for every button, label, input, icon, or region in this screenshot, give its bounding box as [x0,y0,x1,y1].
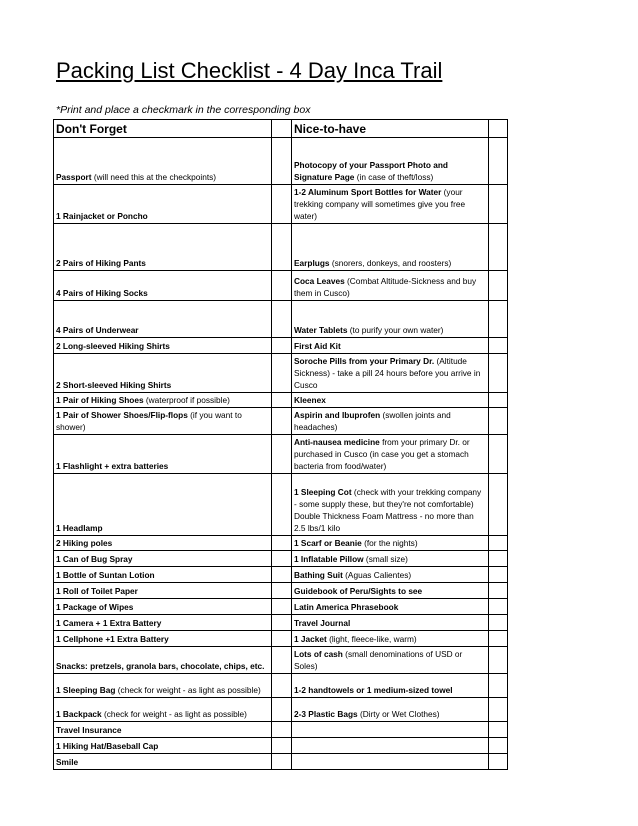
item-note: (check for weight - as light as possible) [101,709,247,719]
item-note: (waterproof if possible) [143,395,230,405]
dont-forget-item [54,474,272,536]
checkbox-cell[interactable] [272,722,292,738]
checklist-table [53,119,508,770]
nice-to-have-item [292,338,489,354]
checkbox-cell[interactable] [272,647,292,674]
checkbox-cell[interactable] [489,138,508,185]
nice-to-have-item [292,674,489,698]
checkbox-cell[interactable] [272,185,292,224]
nice-to-have-item [292,583,489,599]
item-note: (if you want to shower) [56,410,242,432]
table-row [54,536,508,551]
item-name: 1 Sleeping Bag [56,685,116,695]
dont-forget-item [54,354,272,393]
checkbox-cell[interactable] [489,754,508,770]
checkbox-cell[interactable] [272,338,292,354]
checkbox-cell[interactable] [489,722,508,738]
item-name: 1 Inflatable Pillow [294,554,364,564]
item-name: 1 Can of Bug Spray [56,554,133,564]
item-note: (check with your trekking company - some supply these, but they're not comfortable) Double Thickness Foam Mattress - no more than 2.5 lbs/1 kilo [294,487,482,533]
item-note: (small denominations of USD or Soles) [294,649,463,671]
item-name: 2 Hiking poles [56,538,113,548]
checkbox-cell[interactable] [489,551,508,567]
nice-to-have-item [292,698,489,722]
checkbox-cell[interactable] [272,224,292,271]
dont-forget-item [54,647,272,674]
checkbox-cell[interactable] [489,599,508,615]
table-row [54,567,508,583]
checkbox-cell[interactable] [489,698,508,722]
table-row [54,271,508,301]
checkbox-cell[interactable] [489,674,508,698]
nice-to-have-item [292,354,489,393]
item-name: Travel Insurance [56,725,122,735]
table-row [54,647,508,674]
table-row [54,738,508,754]
item-name: 2 Long-sleeved Hiking Shirts [56,341,170,351]
nice-to-have-item [292,615,489,631]
item-name: Lots of cash [294,649,343,659]
item-name: Latin America Phrasebook [294,602,399,612]
item-name: 1 Cellphone +1 Extra Battery [56,634,169,644]
dont-forget-item [54,674,272,698]
nice-to-have-item [292,408,489,435]
checkbox-cell[interactable] [272,583,292,599]
nice-to-have-item [292,301,489,338]
dont-forget-item [54,138,272,185]
item-name: Coca Leaves [294,276,345,286]
table-row [54,698,508,722]
item-note: (light, fleece-like, warm) [326,634,417,644]
dont-forget-item [54,698,272,722]
dont-forget-item [54,754,272,770]
dont-forget-item [54,408,272,435]
item-name: Photocopy of your Passport Photo and Signature Page [294,160,448,182]
item-name: Travel Journal [294,618,351,628]
nice-to-have-item [292,754,489,770]
checkbox-cell[interactable] [272,738,292,754]
item-note: (to purify your own water) [347,325,444,335]
checkbox-cell[interactable] [489,631,508,647]
dont-forget-item [54,615,272,631]
table-row [54,138,508,185]
item-name: 4 Pairs of Hiking Socks [56,288,148,298]
nice-to-have-item [292,536,489,551]
dont-forget-item [54,722,272,738]
item-name: 1 Package of Wipes [56,602,134,612]
item-note: (Aguas Calientes) [342,570,412,580]
nice-to-have-item [292,738,489,754]
table-row [54,393,508,408]
table-row [54,615,508,631]
table-row [54,754,508,770]
item-name: Passport [56,172,92,182]
checkbox-cell[interactable] [272,393,292,408]
item-note: (small size) [363,554,408,564]
checkbox-cell[interactable] [272,271,292,301]
checkbox-cell[interactable] [489,474,508,536]
dont-forget-item [54,338,272,354]
item-name: 1 Pair of Shower Shoes/Flip-flops [56,410,188,420]
checkbox-cell[interactable] [489,536,508,551]
item-name: 1 Headlamp [56,523,103,533]
item-note: (swollen joints and headaches) [294,410,451,432]
checkbox-cell[interactable] [272,631,292,647]
table-row [54,185,508,224]
header-row [54,120,508,138]
checkbox-cell[interactable] [272,354,292,393]
checkbox-cell[interactable] [272,301,292,338]
checkbox-cell[interactable] [272,674,292,698]
item-name: Aspirin and Ibuprofen [294,410,381,420]
checkbox-cell[interactable] [489,354,508,393]
checkbox-cell[interactable] [272,474,292,536]
checkbox-cell[interactable] [272,698,292,722]
table-row [54,435,508,474]
checkbox-cell[interactable] [489,408,508,435]
item-name: Water Tablets [294,325,348,335]
checkbox-cell[interactable] [272,754,292,770]
table-row [54,408,508,435]
item-note: (for the nights) [361,538,418,548]
item-name: 1 Backpack [56,709,102,719]
item-note: from your primary Dr. or purchased in Cusco (in case you get a stomach bacteria from food/water) [294,437,470,471]
table-row [54,722,508,738]
nice-to-have-item [292,567,489,583]
dont-forget-item [54,271,272,301]
table-row [54,551,508,567]
item-name: 2-3 Plastic Bags [294,709,358,719]
item-name: 2 Pairs of Hiking Pants [56,258,146,268]
checkbox-cell[interactable] [489,120,508,138]
nice-to-have-item [292,271,489,301]
item-note: (in case of theft/loss) [354,172,434,182]
checkbox-cell[interactable] [272,138,292,185]
item-name: 1-2 handtowels or 1 medium-sized towel [294,685,453,695]
nice-to-have-item [292,647,489,674]
item-name: Smile [56,757,79,767]
item-note: (Altitude Sickness) - take a pill 24 hours before you arrive in Cusco [294,356,481,390]
dont-forget-item [54,551,272,567]
nice-to-have-header: Nice-to-have [292,120,489,138]
nice-to-have-item [292,631,489,647]
checkbox-cell[interactable] [489,271,508,301]
nice-to-have-item [292,722,489,738]
checkbox-cell[interactable] [489,435,508,474]
item-note: (Dirty or Wet Clothes) [357,709,440,719]
checkbox-cell[interactable] [489,583,508,599]
item-name: 1-2 Aluminum Sport Bottles for Water [294,187,442,197]
checkbox-cell[interactable] [489,185,508,224]
nice-to-have-item [292,474,489,536]
item-name: 1 Rainjacket or Poncho [56,211,148,221]
dont-forget-item [54,599,272,615]
item-name: Guidebook of Peru/Sights to see [294,586,423,596]
dont-forget-item [54,583,272,599]
table-row [54,674,508,698]
table-row [54,474,508,536]
item-name: 1 Roll of Toilet Paper [56,586,138,596]
table-row [54,354,508,393]
item-note: (your trekking company will sometimes give you free water) [294,187,466,221]
page-title: Packing List Checklist - 4 Day Inca Trail [56,58,443,83]
checkbox-cell[interactable] [272,435,292,474]
checkbox-cell[interactable] [489,301,508,338]
table-row [54,583,508,599]
dont-forget-item [54,738,272,754]
item-note: (will need this at the checkpoints) [91,172,217,182]
item-name: 2 Short-sleeved Hiking Shirts [56,380,172,390]
nice-to-have-item [292,185,489,224]
nice-to-have-item [292,551,489,567]
checkbox-cell[interactable] [489,738,508,754]
item-name: Earplugs [294,258,330,268]
table-row [54,631,508,647]
item-name: Soroche Pills from your Primary Dr. [294,356,435,366]
table-row [54,301,508,338]
dont-forget-item [54,393,272,408]
nice-to-have-item [292,435,489,474]
item-note: (snorers, donkeys, and roosters) [329,258,452,268]
checkbox-cell[interactable] [489,338,508,354]
dont-forget-item [54,631,272,647]
checkbox-cell[interactable] [489,224,508,271]
dont-forget-item [54,567,272,583]
nice-to-have-item [292,224,489,271]
checkbox-cell[interactable] [272,567,292,583]
item-name: Bathing Suit [294,570,343,580]
checkbox-cell[interactable] [272,408,292,435]
nice-to-have-item [292,599,489,615]
item-name: 1 Scarf or Beanie [294,538,362,548]
item-note: (Combat Altitude-Sickness and buy them in Cusco) [294,276,477,298]
item-name: 1 Bottle of Suntan Lotion [56,570,155,580]
item-name: 1 Hiking Hat/Baseball Cap [56,741,159,751]
item-name: First Aid Kit [294,341,341,351]
checkbox-cell[interactable] [272,615,292,631]
nice-to-have-item [292,393,489,408]
item-name: 1 Jacket [294,634,327,644]
item-name: 1 Pair of Hiking Shoes [56,395,144,405]
item-name: Kleenex [294,395,326,405]
dont-forget-header: Don't Forget [54,120,272,138]
item-name: 1 Sleeping Cot [294,487,352,497]
item-name: Snacks: pretzels, granola bars, chocolate, chips, etc. [56,661,265,671]
checkbox-cell[interactable] [272,551,292,567]
item-name: 1 Flashlight + extra batteries [56,461,169,471]
dont-forget-item [54,536,272,551]
nice-to-have-item [292,138,489,185]
dont-forget-item [54,301,272,338]
item-name: 4 Pairs of Underwear [56,325,139,335]
item-name: 1 Camera + 1 Extra Battery [56,618,162,628]
dont-forget-item [54,224,272,271]
checkbox-cell[interactable] [489,647,508,674]
table-row [54,599,508,615]
checkbox-cell[interactable] [272,536,292,551]
table-row [54,224,508,271]
dont-forget-item [54,435,272,474]
checkbox-cell[interactable] [489,615,508,631]
checkbox-cell[interactable] [272,599,292,615]
item-note: (check for weight - as light as possible) [115,685,261,695]
checkbox-cell[interactable] [272,120,292,138]
table-row [54,338,508,354]
checkbox-cell[interactable] [489,393,508,408]
dont-forget-item [54,185,272,224]
checkbox-cell[interactable] [489,567,508,583]
item-name: Anti-nausea medicine [294,437,380,447]
instructions-text: *Print and place a checkmark in the corresponding box [56,104,311,116]
